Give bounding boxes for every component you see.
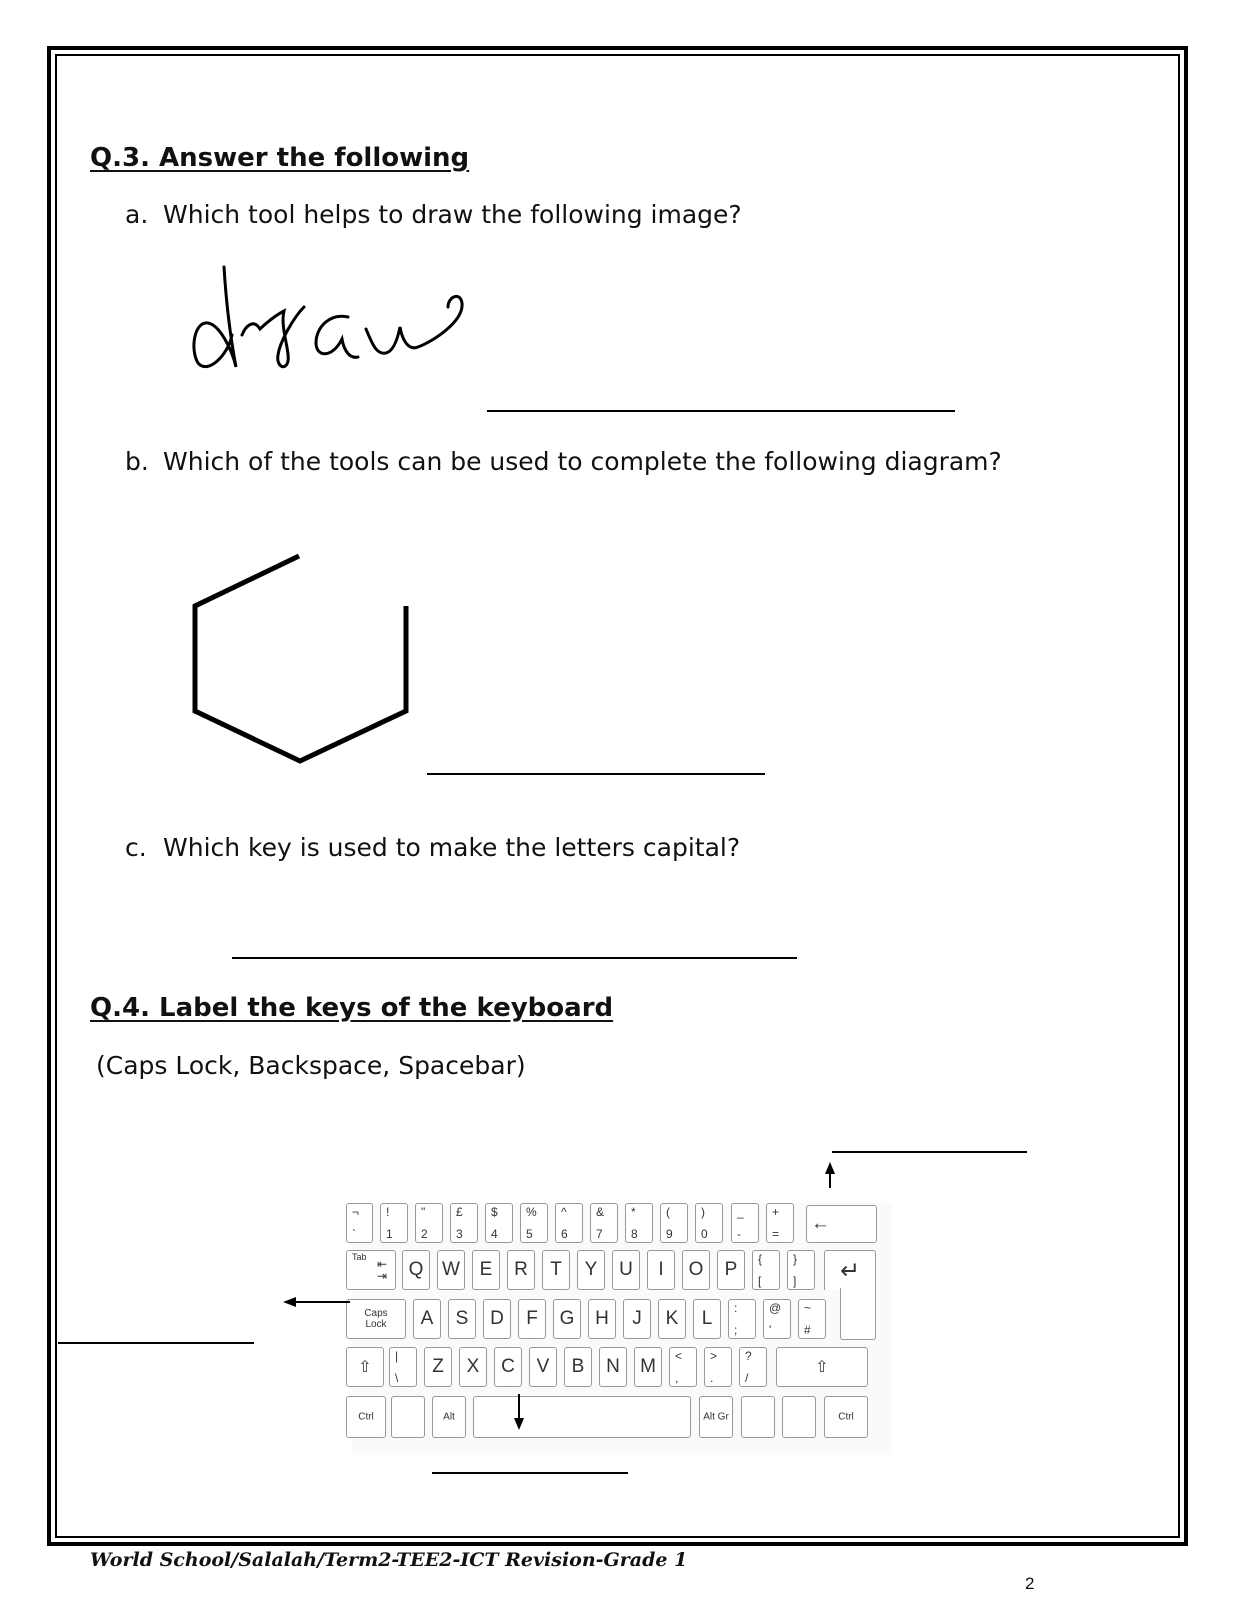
key-p: P: [717, 1250, 745, 1290]
key-l: L: [693, 1299, 721, 1339]
key-equals: + =: [766, 1203, 794, 1243]
key-hash: ~ #: [798, 1299, 826, 1339]
key-7: & 7: [590, 1203, 618, 1243]
key-left-ctrl: Ctrl: [346, 1396, 386, 1438]
key-u: U: [612, 1250, 640, 1290]
key-h: H: [588, 1299, 616, 1339]
key-q: Q: [402, 1250, 430, 1290]
key-g: G: [553, 1299, 581, 1339]
arrow-to-spacebar: [514, 1394, 524, 1430]
q3c-letter: c.: [125, 833, 147, 862]
key-backtick: ¬ `: [346, 1203, 373, 1243]
key-enter: ↵: [824, 1250, 876, 1290]
arrow-to-caps-lock: [283, 1297, 350, 1307]
key-alt-gr: Alt Gr: [699, 1396, 733, 1438]
key-left-shift: ⇧: [346, 1347, 384, 1387]
key-k: K: [658, 1299, 686, 1339]
q4-options: (Caps Lock, Backspace, Spacebar): [96, 1051, 526, 1080]
key-e: E: [472, 1250, 500, 1290]
key-0: ) 0: [695, 1203, 723, 1243]
key-c: C: [494, 1347, 522, 1387]
key-i: I: [647, 1250, 675, 1290]
q3-heading: Q.3. Answer the following: [90, 143, 470, 173]
q4-heading: Q.4. Label the keys of the keyboard: [90, 993, 614, 1023]
key-m: M: [634, 1347, 662, 1387]
q3b-question: Which of the tools can be used to complete the following diagram?: [163, 447, 1002, 476]
q3a-letter: a.: [125, 200, 149, 229]
key-x: X: [459, 1347, 487, 1387]
key-3: £ 3: [450, 1203, 478, 1243]
key-right-shift: ⇧: [776, 1347, 868, 1387]
key-o: O: [682, 1250, 710, 1290]
key-2: " 2: [415, 1203, 443, 1243]
key-8: * 8: [625, 1203, 653, 1243]
key-comma: < ,: [669, 1347, 697, 1387]
key-9: ( 9: [660, 1203, 688, 1243]
q3a-question: Which tool helps to draw the following image?: [163, 200, 742, 229]
q3b-letter: b.: [125, 447, 149, 476]
key-v: V: [529, 1347, 557, 1387]
key-caps-lock: Caps Lock: [346, 1299, 406, 1339]
key-left-bracket: { [: [752, 1250, 780, 1290]
key-6: ^ 6: [555, 1203, 583, 1243]
key-w: W: [437, 1250, 465, 1290]
q3c-question: Which key is used to make the letters capital?: [163, 833, 741, 862]
key-r: R: [507, 1250, 535, 1290]
footer-text: World School/Salalah/Term2-TEE2-ICT Revision-Grade 1: [90, 1549, 688, 1571]
key-j: J: [623, 1299, 651, 1339]
key-alt: Alt: [432, 1396, 466, 1438]
key-right-ctrl: Ctrl: [824, 1396, 868, 1438]
key-minus: _ -: [731, 1203, 759, 1243]
key-period: > .: [704, 1347, 732, 1387]
arrow-to-backspace: [825, 1162, 835, 1188]
key-right-bracket: } ]: [787, 1250, 815, 1290]
key-y: Y: [577, 1250, 605, 1290]
key-a: A: [413, 1299, 441, 1339]
key-1: ! 1: [380, 1203, 408, 1243]
key-t: T: [542, 1250, 570, 1290]
key-b: B: [564, 1347, 592, 1387]
key-4: $ 4: [485, 1203, 513, 1243]
key-d: D: [483, 1299, 511, 1339]
key-backspace: ←: [806, 1205, 877, 1243]
page-number: 2: [1025, 1574, 1035, 1593]
key-semicolon: : ;: [728, 1299, 756, 1339]
key-s: S: [448, 1299, 476, 1339]
key-f: F: [518, 1299, 546, 1339]
key-apostrophe: @ ': [763, 1299, 791, 1339]
key-z: Z: [424, 1347, 452, 1387]
key-n: N: [599, 1347, 627, 1387]
key-tab: Tab ⇤ ⇥: [346, 1250, 396, 1290]
key-5: % 5: [520, 1203, 548, 1243]
key-backslash: | \: [389, 1347, 417, 1387]
key-slash: ? /: [739, 1347, 767, 1387]
